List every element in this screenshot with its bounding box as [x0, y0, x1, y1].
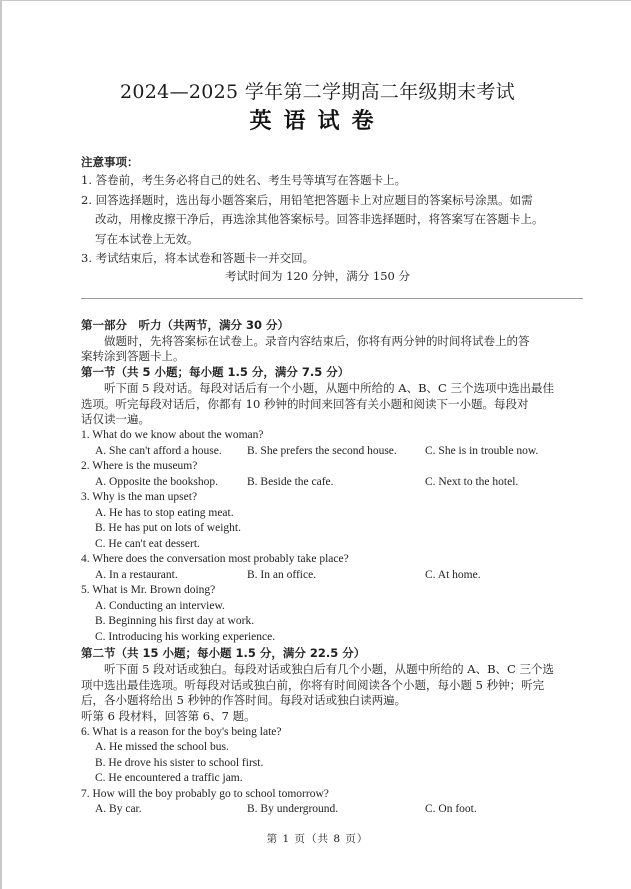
question-3-option-a[interactable]: A. He has to stop eating meat. [95, 507, 234, 519]
section1-instructions-1: 听下面 5 段对话。每段对话后有一个小题，从题中所给的 A、B、C 三个选项中选出最佳 [81, 381, 554, 395]
question-1-options [95, 444, 595, 460]
option-a[interactable]: A. In a restaurant. [95, 569, 178, 581]
divider-rule [81, 298, 583, 299]
notice-item-2: 2. 回答选择题时，选出每小题答案后，用铅笔把答题卡上对应题目的答案标号涂黑。如需 [81, 193, 533, 207]
option-c[interactable]: C. She is in trouble now. [425, 445, 539, 457]
exam-info: 考试时间为 120 分钟，满分 150 分 [224, 269, 411, 283]
exam-subject-title: 英语试卷 [249, 109, 386, 134]
question-7-options [95, 802, 595, 818]
notice-item-1: 1. 答卷前，考生务必将自己的姓名、考生号等填写在答题卡上。 [81, 173, 407, 187]
material-note: 听第 6 段材料，回答第 6、7 题。 [81, 709, 256, 723]
question-4: 4. Where does the conversation most probably take place? [81, 553, 349, 565]
option-a[interactable]: A. By car. [95, 803, 142, 815]
part1-instructions-2: 案转涂到答题卡上。 [81, 349, 185, 363]
option-c[interactable]: C. Next to the hotel. [425, 476, 519, 488]
option-c[interactable]: C. On foot. [425, 803, 477, 815]
section2-instructions-2: 项中选出最佳选项。听每段对话或独白前，你将有时间阅读各个小题，每小题 5 秒钟；听完 [81, 678, 545, 692]
question-1: 1. What do we know about the woman? [81, 429, 264, 441]
question-3-option-c[interactable]: C. He can't eat dessert. [95, 538, 200, 550]
option-b[interactable]: B. By underground. [247, 803, 339, 815]
question-5-option-b[interactable]: B. Beginning his first day at work. [95, 615, 255, 627]
exam-title: 2024—2025 学年第二学期高二年级期末考试 [120, 81, 515, 103]
option-b[interactable]: B. She prefers the second house. [247, 445, 397, 457]
section1-instructions-2: 选项。听完每段对话后，你都有 10 秒钟的时间来回答有关小题和阅读下一小题。每段对 [81, 397, 529, 411]
notice-heading: 注意事项： [81, 155, 139, 169]
part1-instructions-1: 做题时，先将答案标在试卷上。录音内容结束后，你将有两分钟的时间将试卷上的答 [81, 334, 530, 348]
question-2-options [95, 475, 595, 491]
question-3-option-b[interactable]: B. He has put on lots of weight. [95, 522, 241, 534]
question-5-option-c[interactable]: C. Introducing his working experience. [95, 631, 276, 643]
question-7: 7. How will the boy probably go to school tomorrow? [81, 788, 329, 800]
option-c[interactable]: C. At home. [425, 569, 481, 581]
page-number: 第 1 页（共 8 页） [266, 833, 369, 845]
question-4-options [95, 568, 595, 584]
question-3: 3. Why is the man upset? [81, 491, 198, 503]
section1-heading: 第一节（共 5 小题；每小题 1.5 分，满分 7.5 分） [81, 365, 350, 379]
part1-heading: 第一部分 听力（共两节，满分 30 分） [81, 318, 290, 332]
section2-heading: 第二节（共 15 小题；每小题 1.5 分，满分 22.5 分） [81, 646, 366, 660]
section2-instructions-3: 后，各小题将给出 5 秒钟的作答时间。每段对话或独白读两遍。 [81, 693, 407, 707]
question-6-option-a[interactable]: A. He missed the school bus. [95, 741, 229, 753]
option-b[interactable]: B. In an office. [247, 569, 317, 581]
question-5-option-a[interactable]: A. Conducting an interview. [95, 600, 225, 612]
option-a[interactable]: A. Opposite the bookshop. [95, 476, 218, 488]
section1-instructions-3: 话仅读一遍。 [81, 412, 150, 426]
option-a[interactable]: A. She can't afford a house. [95, 445, 222, 457]
notice-item-2-cont2: 写在本试卷上无效。 [95, 232, 199, 246]
question-6-option-b[interactable]: B. He drove his sister to school first. [95, 757, 264, 769]
question-5: 5. What is Mr. Brown doing? [81, 584, 216, 596]
option-b[interactable]: B. Beside the cafe. [247, 476, 334, 488]
question-6-option-c[interactable]: C. He encountered a traffic jam. [95, 772, 243, 784]
question-2: 2. Where is the museum? [81, 460, 198, 472]
question-6: 6. What is a reason for the boy's being late? [81, 726, 282, 738]
notice-item-2-cont: 改动，用橡皮擦干净后，再选涂其他答案标号。回答非选择题时，将答案写在答题卡上。 [95, 212, 544, 226]
section2-instructions-1: 听下面 5 段对话或独白。每段对话或独白后有几个小题，从题中所给的 A、B、C 三个选 [81, 662, 554, 676]
notice-item-3: 3. 考试结束后，将本试卷和答题卡一并交回。 [81, 251, 315, 265]
